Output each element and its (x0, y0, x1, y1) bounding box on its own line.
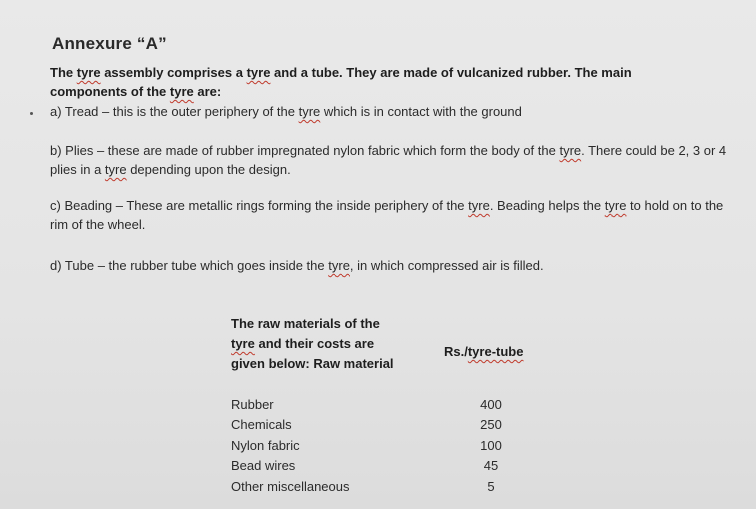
cost-table (231, 394, 511, 497)
table-heading: The raw materials of the tyre and their costs are given below: Raw material (231, 316, 394, 371)
spellcheck-word: tyre (76, 65, 101, 80)
spellcheck-word: tyre (231, 336, 255, 351)
table-row (231, 476, 511, 497)
material-name: Rubber (231, 396, 274, 412)
spellcheck-word: tyre (104, 162, 127, 177)
item-a-tread: a) Tread – this is the outer periphery of the tyre which is in contact with the ground (50, 104, 522, 119)
table-row (231, 415, 511, 436)
table-row (231, 456, 511, 477)
spellcheck-word: tyre (468, 198, 490, 213)
intro-paragraph: The tyre assembly comprises a tyre and a tube. They are made of vulcanized rubber. The main components of the tyre are: (50, 65, 632, 99)
spellcheck-word: tyre (169, 84, 194, 99)
bullet-dot (30, 112, 33, 115)
item-c-beading: c) Beading – These are metallic rings forming the inside periphery of the tyre. Beading helps the tyre to hold on to the rim of the wheel. (50, 198, 724, 232)
table-row (231, 394, 511, 415)
spellcheck-word: tyre-tube (467, 344, 524, 359)
spellcheck-word: tyre (246, 65, 271, 80)
spellcheck-word: tyre (559, 143, 582, 158)
material-cost: 5 (487, 478, 495, 494)
spellcheck-word: tyre (298, 104, 321, 119)
table-row (231, 435, 511, 456)
spellcheck-word: tyre (604, 198, 627, 213)
item-b-plies: b) Plies – these are made of rubber impregnated nylon fabric which form the body of the tyre. There could be 2, 3 or 4 plies in a tyre depending upon the design. (50, 143, 727, 177)
material-name: Bead wires (231, 458, 296, 474)
cost-column-header: Rs./tyre-tube (444, 344, 524, 359)
annexure-title: Annexure “A” (52, 34, 167, 53)
material-cost: 250 (480, 417, 502, 433)
material-cost: 400 (480, 396, 502, 412)
material-name: Nylon fabric (231, 437, 300, 453)
material-cost: 45 (483, 458, 499, 474)
material-name: Other miscellaneous (231, 478, 350, 494)
spellcheck-word: tyre (328, 258, 350, 273)
material-cost: 100 (480, 437, 502, 453)
material-name: Chemicals (231, 417, 292, 433)
item-d-tube: d) Tube – the rubber tube which goes inside the tyre, in which compressed air is filled. (50, 258, 544, 273)
